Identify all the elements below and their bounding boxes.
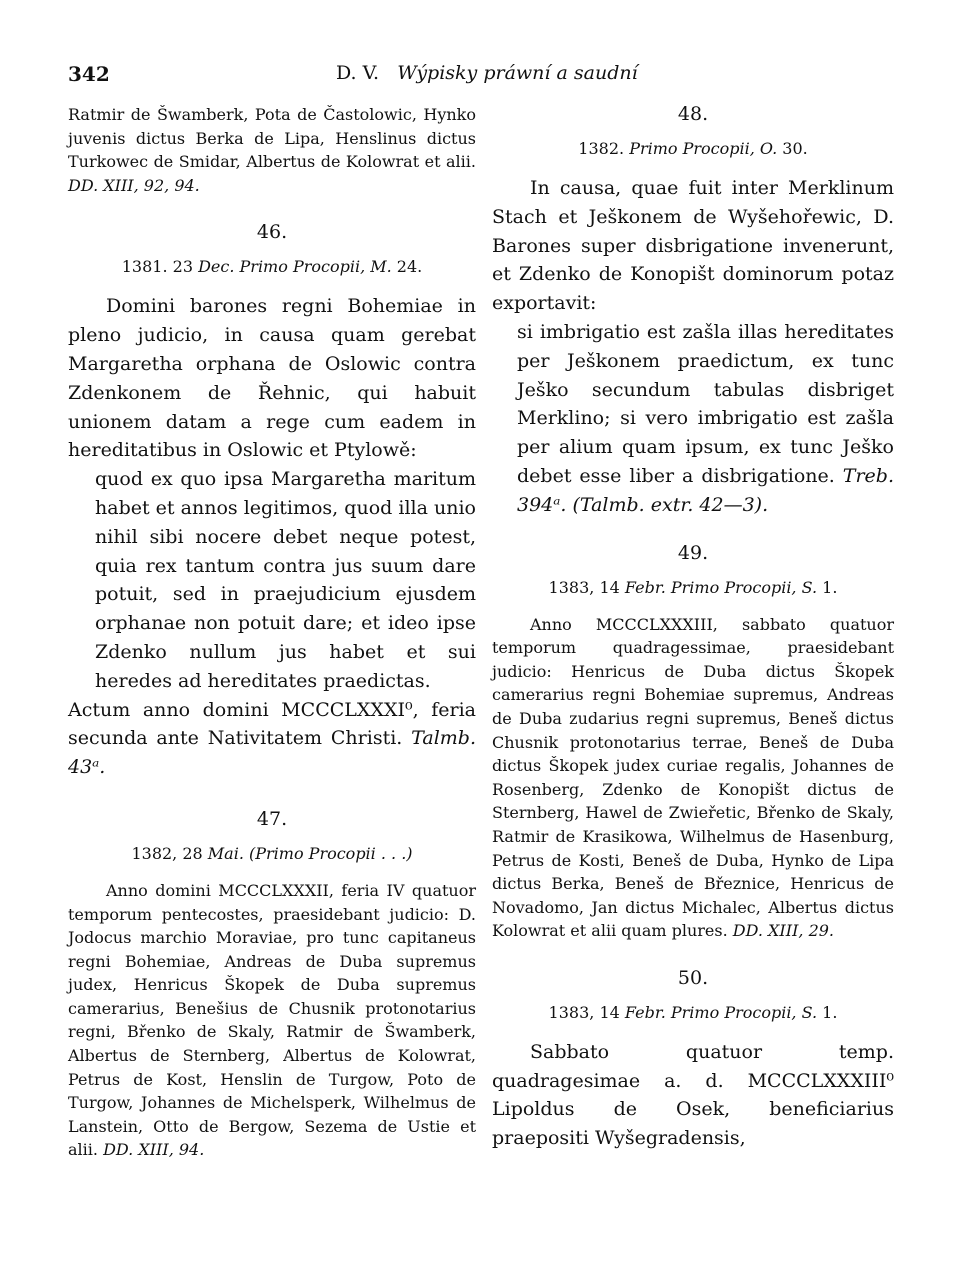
entry-50-body: Sabbato quatuor temp. quadragesimae a. d. MCCCLXXXIII⁰ Lipoldus de Osek, beneficiarius praepositi Wyšegradensis, bbox=[492, 1040, 894, 1150]
entry-49-ref: DD. XIII, 29. bbox=[732, 921, 835, 941]
entry-46-date-italic: Dec. Primo Procopii, M. bbox=[198, 257, 392, 277]
entry-46-intro: Domini barones regni Bohemiae in pleno judicio, in causa quam gerebat Margaretha orphana de Oslowic contra Zdenkonem de Řehnic, qui habuit unionem datam a rege cum eadem in hereditatibus in Oslowic et Ptylowě: bbox=[68, 295, 476, 462]
entry-48-ref: Treb. 394ᵃ. (Talmb. extr. 42—3). bbox=[517, 464, 894, 516]
right-column bbox=[492, 103, 894, 1153]
page-header bbox=[68, 62, 894, 92]
entry-49-date-tail: 1. bbox=[822, 577, 838, 597]
continued-text: Ratmir de Šwamberk, Pota de Častolowic, Hynko juvenis dictus Berka de Lipa, Henslinus dictus Turkowec de Smidar, Albertus de Kolowrat et alii. bbox=[68, 105, 476, 172]
continued-ref: DD. XIII, 92, 94. bbox=[68, 175, 200, 195]
entry-49-date-italic: Febr. Primo Procopii, S. bbox=[624, 577, 818, 597]
entry-47-date-year: 1382, 28 bbox=[131, 843, 203, 863]
entry-46-number: 46. bbox=[256, 221, 288, 244]
entry-47-body bbox=[68, 879, 476, 1162]
running-head-prefix: D. V. bbox=[336, 62, 380, 84]
entry-50-date-tail: 1. bbox=[822, 1002, 838, 1022]
left-column bbox=[68, 103, 476, 1162]
entry-50-number: 50. bbox=[677, 966, 709, 989]
running-head-title: Wýpisky práwní a saudní bbox=[397, 62, 638, 84]
entry-49-number: 49. bbox=[677, 541, 709, 564]
entry-47-date bbox=[68, 844, 476, 863]
entry-49-body-text: Anno MCCCLXXXIII, sabbato quatuor temporum quadragessimae, praesidebant judicio: Henricus de Duba dictus Škopek camerarius regni Bohemiae supremus, Andreas de Duba zudarius regni supremus, Beneš dictus Chusnik protonotarius terrae, Beneš de Duba dictus Škopek judex curiae regalis, Johannes de Rosenberg, Zdenko de Konopišt dictus de Sternberg, Hawel de Zwieřetic, Břenko de Skaly, Ratmir de Krasikowa, Wilhelmus de Hasenburg, Petrus de Kosti, Beneš de Duba, Hynko de Lipa dictus Berka, Beneš de Březnice, Henricus de Novadomo, Jan dictus Michalec, Albertus dictus Kolowrat et alii quam plures. bbox=[492, 614, 894, 941]
entry-46-date-tail: 24. bbox=[396, 257, 423, 277]
entry-46-closing bbox=[68, 696, 476, 782]
page-number: 342 bbox=[68, 62, 110, 86]
entry-48-number: 48. bbox=[677, 103, 709, 125]
entry-48-date-tail: 30. bbox=[782, 139, 808, 158]
entry-48-quote bbox=[492, 318, 894, 520]
entry-48-date bbox=[492, 139, 894, 158]
entry-50-date bbox=[492, 1003, 894, 1022]
entry-47-number: 47. bbox=[256, 807, 288, 830]
entry-49-date-year: 1383, 14 bbox=[548, 577, 620, 597]
entry-46-quote: quod ex quo ipsa Margaretha maritum habet et annos legitimos, quod illa unio nihil sibi nocere debet neque potest, quia rex tantum contra jus suum dare potuit, sed in praejudicium ejusdem orphanae non potuit dare; et ideo ipse Zdenko nullum jus habet et sui heredes ad hereditates praedictas. bbox=[95, 468, 476, 692]
entry-48-date-italic: Primo Procopii, O. bbox=[629, 139, 778, 158]
continued-entry bbox=[68, 103, 476, 197]
entry-46-date-year: 1381. 23 bbox=[121, 257, 193, 277]
entry-49-date bbox=[492, 578, 894, 597]
entry-49-body bbox=[492, 613, 894, 943]
entry-46-date bbox=[68, 257, 476, 276]
entry-50-date-italic: Febr. Primo Procopii, S. bbox=[624, 1002, 818, 1022]
entry-47-ref: DD. XIII, 94. bbox=[103, 1140, 205, 1160]
entry-48-date-year: 1382. bbox=[578, 139, 625, 158]
entry-46-ref: Talmb. 43ᵃ. bbox=[68, 727, 476, 779]
running-head bbox=[336, 62, 638, 84]
entry-48-intro: In causa, quae fuit inter Merklinum Stach et Ješkonem de Wyšehořewic, D. Barones super disbrigatione invenerunt, et Zdenko de Konopišt dominorum potaz exportavit: bbox=[492, 177, 894, 315]
entry-47-date-italic: Mai. (Primo Procopii . . .) bbox=[207, 843, 413, 863]
entry-48-quote-text: si imbrigatio est zašla illas hereditates per Ješkonem praedictum, ex tunc Ješko secundum tabulas disbriget Merklino; si vero imbrigatio est zašla per alium quam ipsum, ex tunc Ješko debet esse liber a disbrigatione. bbox=[517, 320, 894, 487]
entry-50-date-year: 1383, 14 bbox=[548, 1002, 620, 1022]
entry-47-body-text: Anno domini MCCCLXXXII, feria IV quatuor temporum pentecostes, praesidebant judicio: D. Jodocus marchio Moraviae, pro tunc capitaneus regni Bohemiae, Andreas de Duba supremus judex, Henricus Škopek de Duba supremus camerarius, Benešius de Chusnik protonotarius regni, Břenko de Skaly, Ratmir de Šwamberk, Albertus de Sternberg, Albertus de Kolowrat, Petrus de Kost, Henslin de Turgow, Poto de Turgow, Johannes de Michelsperk, Wilhelmus de Lanstein, Otto de Bergow, Sezema de Ustie et alii. bbox=[68, 880, 476, 1160]
entry-46-closing-text: Actum anno domini MCCCLXXXI⁰, feria secunda ante Nativitatem Christi. bbox=[68, 698, 476, 750]
